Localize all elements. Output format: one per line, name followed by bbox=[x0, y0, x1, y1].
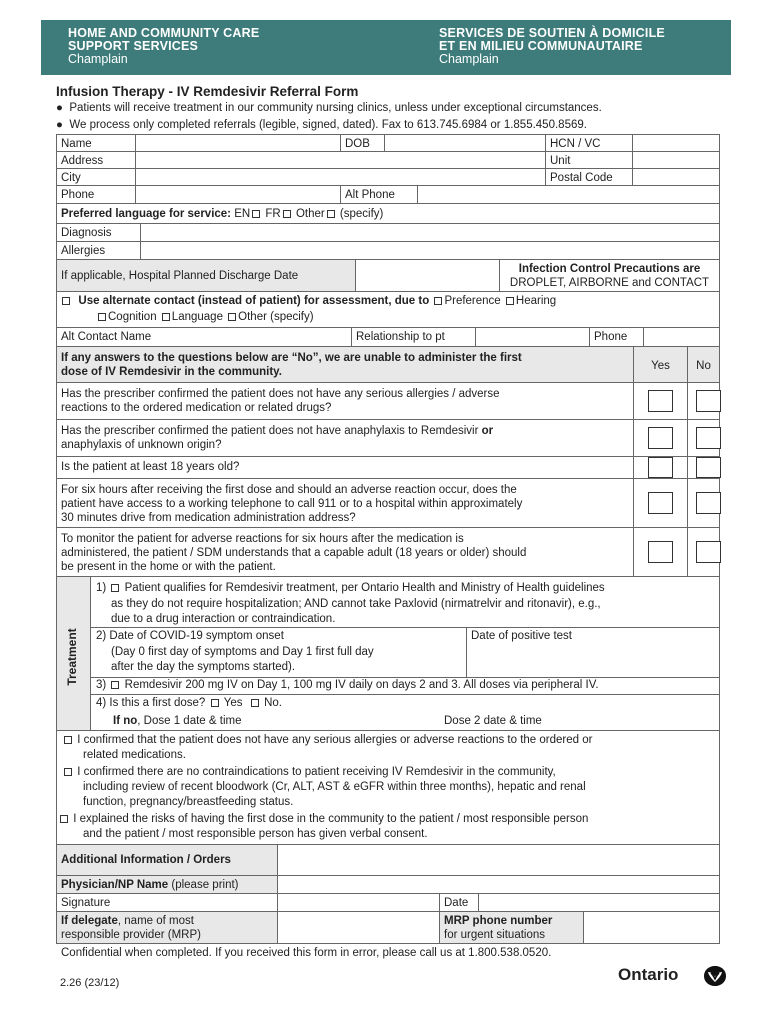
no-header: No bbox=[687, 346, 720, 383]
lang-fr-checkbox[interactable] bbox=[283, 210, 291, 218]
lang-other-checkbox[interactable] bbox=[327, 210, 335, 218]
treatment-item4: 4) Is this a first dose? Yes No. bbox=[96, 697, 282, 709]
confirmation-2-checkbox[interactable] bbox=[64, 768, 72, 776]
unit-label: Unit bbox=[545, 151, 633, 169]
question-1-line1: Has the prescriber confirmed the patient does not have any serious allergies / adverse bbox=[61, 388, 500, 400]
hcn-field[interactable] bbox=[632, 134, 720, 152]
physician-field[interactable] bbox=[277, 875, 720, 894]
infection-value: DROPLET, AIRBORNE and CONTACT bbox=[509, 277, 710, 289]
question-4 bbox=[56, 478, 634, 528]
question-4-line1: For six hours after receiving the first dose and should an adverse reaction occur, does the bbox=[61, 484, 517, 496]
other-reason-label: Other (specify) bbox=[238, 311, 314, 323]
city-field[interactable] bbox=[135, 168, 546, 186]
lang-en-label: EN bbox=[234, 208, 251, 220]
header-right-line2: ET EN MILIEU COMMUNAUTAIRE bbox=[439, 39, 643, 53]
alternate-checkbox[interactable] bbox=[62, 297, 70, 305]
preference-label: Preference bbox=[444, 295, 501, 307]
address-label: Address bbox=[56, 151, 136, 169]
ontario-wordmark: Ontario bbox=[618, 965, 679, 984]
alt-contact-name-label: Alt Contact Name bbox=[56, 327, 352, 347]
alternate-line1 bbox=[60, 294, 556, 309]
header-banner bbox=[41, 20, 731, 75]
confirmation-3-checkbox[interactable] bbox=[60, 815, 68, 823]
alt-phone-field[interactable] bbox=[417, 185, 720, 204]
confirmation-2-line3: function, pregnancy/breastfeeding status. bbox=[83, 796, 294, 808]
treatment-item1-checkbox[interactable] bbox=[111, 584, 119, 592]
delegate-field[interactable] bbox=[277, 911, 440, 944]
confirmation-2-line2: including review of recent bloodwork (Cr, ALT, AST & eGFR within three months), hepatic and renal bbox=[83, 781, 586, 793]
phone-label: Phone bbox=[56, 185, 136, 204]
hearing-checkbox[interactable] bbox=[506, 297, 514, 305]
dob-field[interactable] bbox=[384, 134, 546, 152]
preference-checkbox[interactable] bbox=[434, 297, 442, 305]
signature-label: Signature bbox=[56, 893, 278, 912]
question-2-line2: anaphylaxis of unknown origin? bbox=[61, 439, 222, 451]
city-label: City bbox=[56, 168, 136, 186]
question-4-line3: 30 minutes drive from medication administration address? bbox=[61, 512, 356, 524]
alt-contact-phone-field[interactable] bbox=[643, 327, 720, 347]
language-row bbox=[56, 203, 720, 224]
header-right-line3: Champlain bbox=[439, 52, 499, 66]
other-reason-checkbox[interactable] bbox=[228, 313, 236, 321]
name-field[interactable] bbox=[135, 134, 341, 152]
q3-yes-checkbox[interactable] bbox=[648, 457, 673, 478]
additional-info-field[interactable] bbox=[277, 844, 720, 876]
diagnosis-field[interactable] bbox=[140, 223, 720, 242]
date-label: Date bbox=[439, 893, 479, 912]
language-checkbox[interactable] bbox=[162, 313, 170, 321]
treatment-item2-line3: after the day the symptoms started). bbox=[111, 661, 296, 673]
yes-header: Yes bbox=[633, 346, 688, 383]
q5-no-checkbox[interactable] bbox=[696, 541, 721, 563]
question-5-line2: administered, the patient / SDM understands that a capable adult (18 years or older) should bbox=[61, 547, 527, 559]
question-3 bbox=[56, 456, 634, 479]
question-2-line1: Has the prescriber confirmed the patient does not have anaphylaxis to Remdesivir or bbox=[61, 425, 494, 437]
language-reason-label: Language bbox=[171, 311, 223, 323]
questions-header-line1: If any answers to the questions below are “No”, we are unable to administer the first bbox=[61, 352, 522, 364]
infection-control-cell bbox=[499, 259, 720, 292]
confirmation-3-line1: I explained the risks of having the first dose in the community to the patient / most responsible person bbox=[58, 812, 588, 827]
q3-no-checkbox[interactable] bbox=[696, 457, 721, 478]
confirmation-1-line1: I confirmed that the patient does not have any serious allergies or adverse reactions to the ordered or bbox=[62, 733, 592, 748]
question-4-line2: patient have access to a working telephone to call 911 or to a hospital within approximately bbox=[61, 498, 523, 510]
dob-label: DOB bbox=[340, 134, 385, 152]
header-right bbox=[439, 27, 665, 66]
allergies-label: Allergies bbox=[56, 241, 141, 260]
treatment-divider-1 bbox=[90, 627, 720, 628]
dose2-label: Dose 2 date & time bbox=[444, 715, 542, 727]
dose1-label: If no, Dose 1 date & time bbox=[113, 715, 242, 727]
alternate-label: Use alternate contact (instead of patient) for assessment, due to bbox=[78, 295, 430, 307]
q2-no-checkbox[interactable] bbox=[696, 427, 721, 449]
question-1 bbox=[56, 382, 634, 420]
diagnosis-label: Diagnosis bbox=[56, 223, 141, 242]
treatment-item1-line1: 1) Patient qualifies for Remdesivir treatment, per Ontario Health and Ministry of Health guidelines bbox=[96, 582, 605, 594]
trillium-icon bbox=[702, 964, 728, 988]
q1-yes-checkbox[interactable] bbox=[648, 390, 673, 412]
header-left-line1: HOME AND COMMUNITY CARE bbox=[68, 26, 260, 40]
question-1-line2: reactions to the ordered medication or related drugs? bbox=[61, 402, 332, 414]
address-field[interactable] bbox=[135, 151, 546, 169]
bullet-2: ● We process only completed referrals (legible, signed, dated). Fax to 613.745.6984 or 1.855.450.8569. bbox=[56, 119, 587, 131]
confidential-notice: Confidential when completed. If you received this form in error, please call us at 1.800.538.0520. bbox=[61, 947, 552, 959]
discharge-field[interactable] bbox=[355, 259, 500, 292]
postal-label: Postal Code bbox=[545, 168, 633, 186]
hcn-label: HCN / VC bbox=[545, 134, 633, 152]
questions-header-line2: dose of IV Remdesivir in the community. bbox=[61, 366, 282, 378]
question-3-line1: Is the patient at least 18 years old? bbox=[61, 461, 240, 473]
treatment-item2-line1: 2) Date of COVID-19 symptom onset bbox=[96, 630, 284, 642]
q1-no-checkbox[interactable] bbox=[696, 390, 721, 412]
header-left-line2: SUPPORT SERVICES bbox=[68, 39, 199, 53]
q2-yes-checkbox[interactable] bbox=[648, 427, 673, 449]
cognition-label: Cognition bbox=[108, 311, 157, 323]
lang-en-checkbox[interactable] bbox=[252, 210, 260, 218]
treatment-vdivider bbox=[466, 627, 467, 677]
q4-yes-checkbox[interactable] bbox=[648, 492, 673, 514]
language-label: Preferred language for service: bbox=[61, 208, 232, 220]
treatment-item2-line2: (Day 0 first day of symptoms and Day 1 first full day bbox=[111, 646, 374, 658]
treatment-item3-checkbox[interactable] bbox=[111, 681, 119, 689]
question-2 bbox=[56, 419, 634, 457]
header-left bbox=[68, 27, 259, 66]
treatment-item1-line2: as they do not require hospitalization; AND cannot take Paxlovid (nirmatrelvir and ritonavir), e.g., bbox=[111, 598, 601, 610]
questions-header bbox=[56, 346, 634, 383]
q5-yes-checkbox[interactable] bbox=[648, 541, 673, 563]
lang-specify-label: (specify) bbox=[339, 208, 384, 220]
physician-label: Physician/NP Name (please print) bbox=[56, 875, 278, 894]
confirmation-2-line1: I confirmed there are no contraindications to patient receiving IV Remdesivir in the community, bbox=[62, 765, 556, 780]
treatment-item1-line3: due to a drug interaction or contraindication. bbox=[111, 613, 336, 625]
alt-phone-label: Alt Phone bbox=[340, 185, 418, 204]
lang-other-label: Other bbox=[295, 208, 325, 220]
additional-info-label: Additional Information / Orders bbox=[56, 844, 278, 876]
relationship-label: Relationship to pt bbox=[351, 327, 476, 347]
alt-contact-phone-label: Phone bbox=[589, 327, 644, 347]
question-5-line1: To monitor the patient for adverse reactions for six hours after the medication is bbox=[61, 533, 464, 545]
confirmation-3-line2: and the patient / most responsible person has given verbal consent. bbox=[83, 828, 428, 840]
question-5-line3: be present in the home or with the patient. bbox=[61, 561, 276, 573]
question-5 bbox=[56, 527, 634, 577]
treatment-item3: 3) Remdesivir 200 mg IV on Day 1, 100 mg IV daily on days 2 and 3. All doses via peripheral IV. bbox=[96, 679, 599, 691]
hearing-label: Hearing bbox=[515, 295, 557, 307]
postal-field[interactable] bbox=[632, 168, 720, 186]
cognition-checkbox[interactable] bbox=[98, 313, 106, 321]
infection-title: Infection Control Precautions are bbox=[518, 263, 701, 275]
lang-fr-label: FR bbox=[265, 208, 281, 220]
header-left-line3: Champlain bbox=[68, 52, 128, 66]
confirmation-1-line2: related medications. bbox=[83, 749, 186, 761]
discharge-label: If applicable, Hospital Planned Discharge Date bbox=[56, 259, 356, 292]
unit-field[interactable] bbox=[632, 151, 720, 169]
form-code: 2.26 (23/12) bbox=[60, 977, 120, 989]
treatment-divider-3 bbox=[90, 694, 720, 695]
allergies-field[interactable] bbox=[140, 241, 720, 260]
first-dose-no-checkbox[interactable] bbox=[251, 699, 259, 707]
delegate-label: If delegate, name of most responsible provider (MRP) bbox=[56, 911, 278, 944]
treatment-label: Treatment bbox=[65, 628, 79, 686]
phone-field[interactable] bbox=[135, 185, 341, 204]
positive-test-label: Date of positive test bbox=[471, 630, 572, 642]
mrp-phone-label: MRP phone number for urgent situations bbox=[439, 911, 584, 944]
q4-no-checkbox[interactable] bbox=[696, 492, 721, 514]
first-dose-yes-checkbox[interactable] bbox=[211, 699, 219, 707]
mrp-phone-field[interactable] bbox=[583, 911, 720, 944]
alternate-line2 bbox=[96, 310, 314, 325]
name-label: Name bbox=[56, 134, 136, 152]
date-field[interactable] bbox=[478, 893, 720, 912]
header-right-line1: SERVICES DE SOUTIEN À DOMICILE bbox=[439, 26, 665, 40]
form-title: Infusion Therapy - IV Remdesivir Referral Form bbox=[56, 84, 359, 99]
relationship-field[interactable] bbox=[475, 327, 590, 347]
bullet-1: ● Patients will receive treatment in our community nursing clinics, unless under exceptional circumstances. bbox=[56, 102, 602, 114]
confirmation-1-checkbox[interactable] bbox=[64, 736, 72, 744]
signature-field[interactable] bbox=[277, 893, 440, 912]
